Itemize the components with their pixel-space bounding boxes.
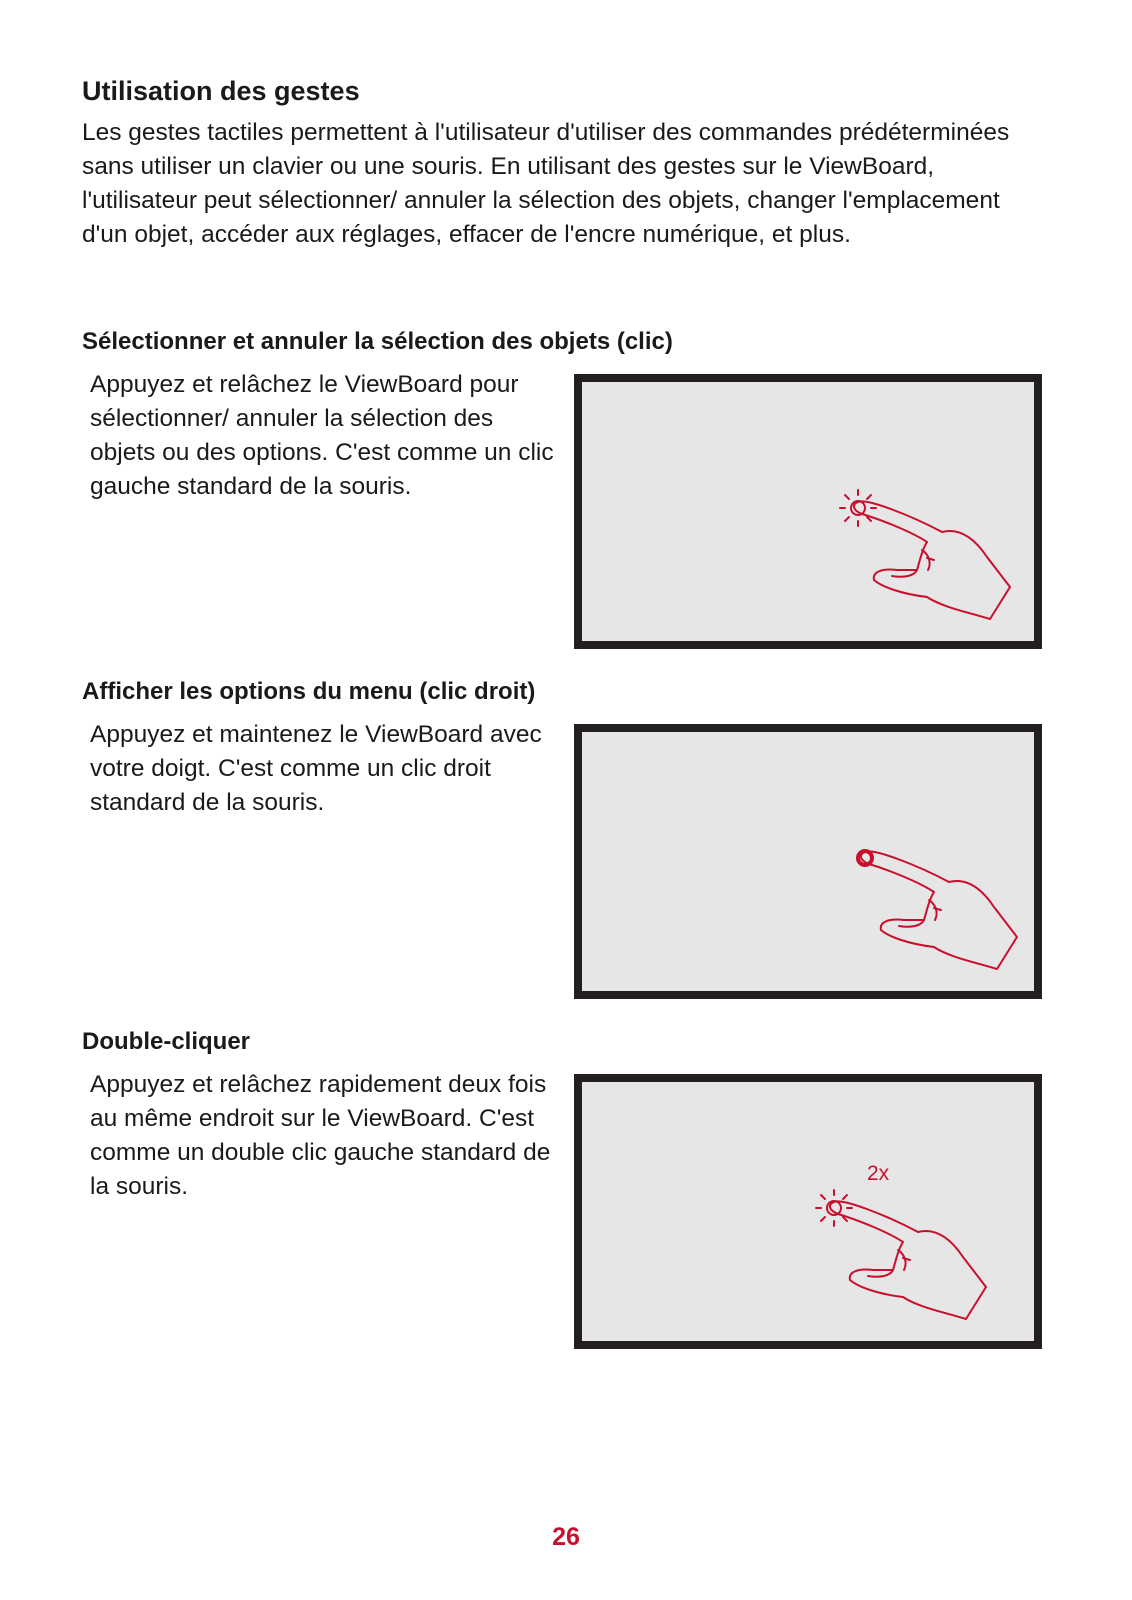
section-double-tap-heading: Double-cliquer [82,1028,251,1055]
page-title: Utilisation des gestes [82,76,360,106]
section-tap-heading: Sélectionner et annuler la sélection des objets (clic) [82,328,673,355]
viewboard-illustration-double-tap [574,1074,1042,1349]
viewboard-illustration-press-hold [574,724,1042,999]
section-press-hold-description: Appuyez et maintenez le ViewBoard avec votre doigt. C'est comme un clic droit standard de la souris. [90,721,542,816]
section-press-hold-heading: Afficher les options du menu (clic droit) [82,678,536,705]
double-tap-icon [582,1082,1034,1341]
tap-icon [582,382,1034,641]
viewboard-illustration-tap [574,374,1042,649]
press-hold-icon [582,732,1034,991]
section-double-tap-description: Appuyez et relâchez rapidement deux fois au même endroit sur le ViewBoard. C'est comme un double clic gauche standard de la souris. [90,1071,551,1200]
page-number: 26 [552,1523,580,1551]
tap-count-label: 2x [867,1162,890,1185]
intro-paragraph: Les gestes tactiles permettent à l'utilisateur d'utiliser des commandes prédéterminées sans utiliser un clavier ou une souris. En utilisant des gestes sur le ViewBoard, l'utilisateur peut sélectionner/ annuler la sélection des objets, changer l'emplacement d'un objet, accéder aux réglages, effacer de l'encre numérique, et plus. [82,119,1010,248]
section-tap-description: Appuyez et relâchez le ViewBoard pour sélectionner/ annuler la sélection des objets ou des options. C'est comme un clic gauche standard de la souris. [90,371,554,500]
